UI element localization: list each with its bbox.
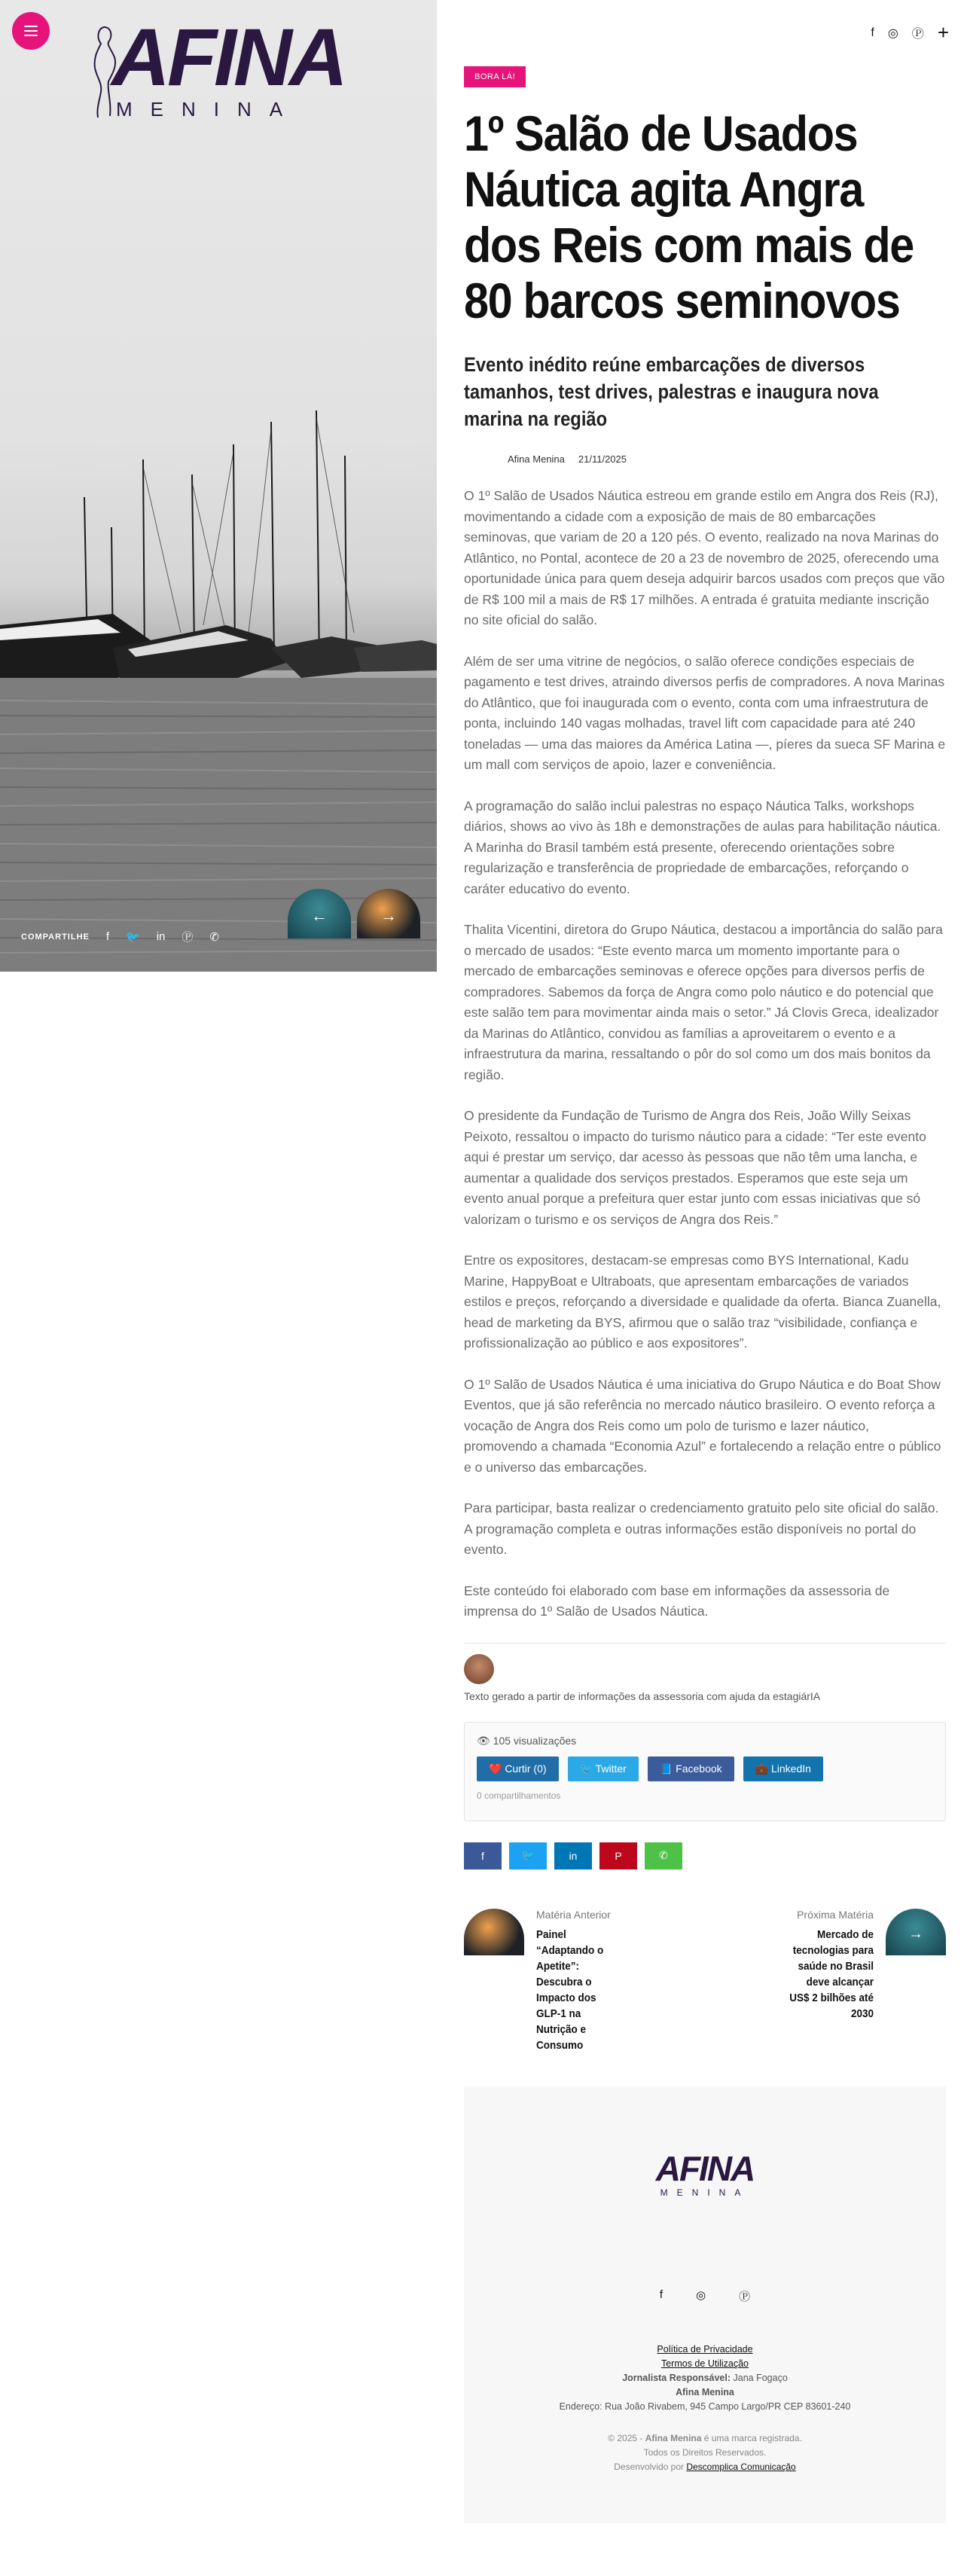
previous-post-link[interactable]	[464, 1909, 633, 2053]
previous-post-title[interactable]: Painel “Adaptando o Apetite”: Descubra o Impacto dos GLP-1 na Nutrição e Consumo	[536, 1927, 604, 2052]
footer-logo-subtitle: MENINA	[660, 2187, 750, 2198]
paragraph: Este conteúdo foi elaborado com base em informações da assessoria de imprensa do 1º Salão de Usados Náutica.	[464, 1583, 890, 1619]
paragraph: O 1º Salão de Usados Náutica estreou em grande estilo em Angra dos Reis (RJ), movimentando a cidade com a exposição de mais de 80 embarcações seminovas, que variam de 20 a 120 pés. O evento, realizado na nova Marinas do Atlântico, no Pontal, acontece de 20 a 23 de novembro de 2025, oferecendo uma oportunidade única para quem deseja adquirir barcos usados com preços que vão de R$ 100 mil a mais de R$ 17 milhões. A entrada é gratuita mediante inscrição no site oficial do salão.	[464, 488, 945, 627]
divider	[464, 1643, 946, 1644]
hero-share-bar	[21, 929, 219, 945]
paragraph: Thalita Vicentini, diretora do Grupo Náutica, destacou a importância do salão para o mercado de usados: “Este evento marca um momento importante para o mercado de embarcações seminovas e oferece opções para diversos perfis de compradores. Sabemos da força de Angra como polo náutico e do potencial que este salão tem para movimentar ainda mais o setor.” Já Clovis Greca, idealizador da Marinas do Atlântico, convidou as famílias a aproveitarem o evento e a infraestrutura da marina, ressaltando o pôr do sol como um dos mais bonitos da região.	[464, 922, 943, 1082]
article-meta	[464, 453, 946, 465]
footer-address: Endereço: Rua João Rivabem, 945 Campo Largo/PR CEP 83601-240	[559, 2401, 851, 2412]
instagram-icon[interactable]: ◎	[887, 26, 898, 40]
instagram-icon[interactable]: ◎	[696, 2289, 706, 2302]
linkedin-share-button[interactable]: 💼 LinkedIn	[743, 1757, 823, 1781]
pinterest-icon[interactable]: P	[599, 1842, 637, 1869]
linkedin-icon[interactable]: in	[156, 930, 166, 943]
previous-post-kicker: Matéria Anterior	[536, 1908, 611, 1921]
ai-note: Texto gerado a partir de informações da assessoria com ajuda da estagiárIA	[464, 1689, 821, 1702]
article-body	[464, 486, 946, 1622]
twitter-share-button[interactable]: 🐦 Twitter	[568, 1757, 639, 1781]
post-navigation	[464, 1908, 946, 2052]
twitter-icon[interactable]: 🐦	[509, 1842, 547, 1869]
next-post-kicker: Próxima Matéria	[797, 1908, 874, 1921]
marina-boats-photo	[0, 0, 437, 972]
category-tag[interactable]: BORA LÁ!	[464, 66, 526, 87]
developer-link[interactable]: Descomplica Comunicação	[686, 2462, 796, 2472]
journalist-label: Jornalista Responsável:	[622, 2373, 731, 2383]
pinterest-icon[interactable]: Ⓟ	[911, 28, 924, 41]
article-title: 1º Salão de Usados Náutica agita Angra dos Reis com mais de 80 barcos seminovos	[464, 105, 914, 328]
footer-links	[464, 2343, 946, 2414]
logo-subtitle: MENINA	[116, 98, 301, 121]
views-count: 👁 105 visualizações	[477, 1734, 577, 1747]
paragraph: Além de ser uma vitrine de negócios, o salão oferece condições especiais de pagamento e test drives, atraindo diversos perfis de compradores. A nova Marinas do Atlântico, que foi inaugurada com o evento, conta com uma infraestrutura de ponta, incluindo 140 vagas molhadas, travel lift com capacidade para até 240 toneladas — uma das maiores da América Latina —, píeres da sueca SF Marina e um mall com serviços de apoio, lazer e conveniência.	[464, 653, 946, 772]
header-social-links	[871, 21, 949, 44]
avatar	[464, 1654, 494, 1684]
facebook-icon[interactable]: f	[871, 26, 874, 39]
article-date: 21/11/2025	[578, 453, 627, 465]
linkedin-icon[interactable]: in	[554, 1842, 592, 1869]
twitter-icon[interactable]: 🐦	[126, 930, 140, 944]
menu-button[interactable]	[12, 12, 50, 50]
whatsapp-icon[interactable]: ✆	[645, 1842, 682, 1869]
arrow-right-icon: →	[908, 1925, 923, 1943]
next-post-title[interactable]: Mercado de tecnologias para saúde no Brasil deve alcançar US$ 2 bilhões até 2030	[789, 1927, 874, 2020]
arrow-left-icon: ←	[311, 906, 328, 926]
facebook-share-button[interactable]: 📘 Facebook	[648, 1757, 734, 1781]
whatsapp-icon[interactable]: ✆	[209, 930, 219, 944]
copyright-brand: Afina Menina	[645, 2433, 702, 2443]
paragraph: O presidente da Fundação de Turismo de Angra dos Reis, João Willy Seixas Peixoto, ressaltou o impacto do turismo náutico para a cidade: “Ter este evento aqui é prestar um serviço, dar acesso às pessoas que não têm uma lancha, e aumentar a qualidade dos serviços prestados. Esperamos que este seja um evento anual porque a prefeitura quer estar junto com essas iniciativas que só valorizam o turismo e os serviços de Angra dos Reis.”	[464, 1108, 926, 1227]
pinterest-icon[interactable]: Ⓟ	[182, 931, 194, 944]
footer-brand: Afina Menina	[676, 2387, 734, 2397]
footer-logo-word: AFINA	[655, 2149, 755, 2188]
footer-social-links	[464, 2288, 946, 2304]
share-label: COMPARTILHE	[21, 932, 90, 942]
article	[464, 66, 946, 2052]
terms-link[interactable]: Termos de Utilização	[660, 2358, 749, 2369]
copyright	[464, 2431, 946, 2474]
like-button[interactable]: ❤️ Curtir (0)	[477, 1757, 559, 1781]
journalist-name: Jana Fogaço	[733, 2373, 788, 2383]
developed-by-label: Desenvolvido por	[614, 2462, 684, 2472]
engagement-box	[464, 1722, 946, 1821]
plus-icon[interactable]: +	[937, 21, 949, 44]
next-post-thumb[interactable]	[886, 1909, 946, 1955]
previous-post-thumb[interactable]	[464, 1909, 524, 1955]
copyright-prefix: © 2025 -	[608, 2433, 643, 2443]
copyright-suffix: é uma marca registrada.	[703, 2433, 802, 2443]
paragraph: Para participar, basta realizar o credenciamento gratuito pelo site oficial do salão. A programação completa e outras informações estão disponíveis no portal do evento.	[464, 1500, 939, 1557]
paragraph: A programação do salão inclui palestras no espaço Náutica Talks, workshops diários, shows ao vivo às 18h e demonstrações de aulas para habilitação náutica. A Marinha do Brasil também está presente, oferecendo orientações sobre regularização e transferência de propriedade de embarcações, reforçando o caráter educativo do evento.	[464, 798, 941, 896]
hero-image	[0, 0, 437, 972]
paragraph: O 1º Salão de Usados Náutica é uma iniciativa do Grupo Náutica e do Boat Show Eventos, que já são referência no mercado náutico brasileiro. O evento reforça a vocação de Angra dos Reis como um polo de turismo e lazer náutico, promovendo a chamada “Economia Azul” e fortalecendo a relação entre o público e o universo das embarcações.	[464, 1376, 941, 1475]
arrow-right-icon: →	[380, 906, 397, 926]
paragraph: Entre os expositores, destacam-se empresas como BYS International, Kadu Marine, HappyBoat e Ultraboats, que apresentam embarcações de variados estilos e preços, reforçando a diversidade e qualidade da oferta. Bianca Zuanella, head de marketing da BYS, afirmou que o salão traz “visibilidade, confiança e profissionalização ao público e aos expositores”.	[464, 1253, 941, 1351]
rights-text: Todos os Direitos Reservados.	[643, 2447, 767, 2458]
footer-logo[interactable]	[464, 2151, 946, 2211]
pinterest-icon[interactable]: Ⓟ	[739, 2291, 751, 2303]
facebook-icon[interactable]: f	[464, 1842, 502, 1869]
article-subtitle: Evento inédito reúne embarcações de diversos tamanhos, test drives, palestras e inaugura nova marina na região	[464, 353, 879, 430]
author-name[interactable]: Afina Menina	[508, 453, 565, 465]
site-logo[interactable]	[81, 11, 360, 121]
logo-word: AFINA	[111, 11, 345, 102]
hamburger-icon	[24, 26, 38, 36]
facebook-icon[interactable]: f	[105, 930, 110, 943]
facebook-icon[interactable]: f	[659, 2288, 664, 2301]
privacy-link[interactable]: Política de Privacidade	[657, 2344, 753, 2355]
next-post-link[interactable]	[777, 1909, 946, 2022]
shares-count: 0 compartilhamentos	[477, 1790, 561, 1801]
footer	[464, 2086, 946, 2523]
share-buttons	[464, 1842, 946, 1869]
